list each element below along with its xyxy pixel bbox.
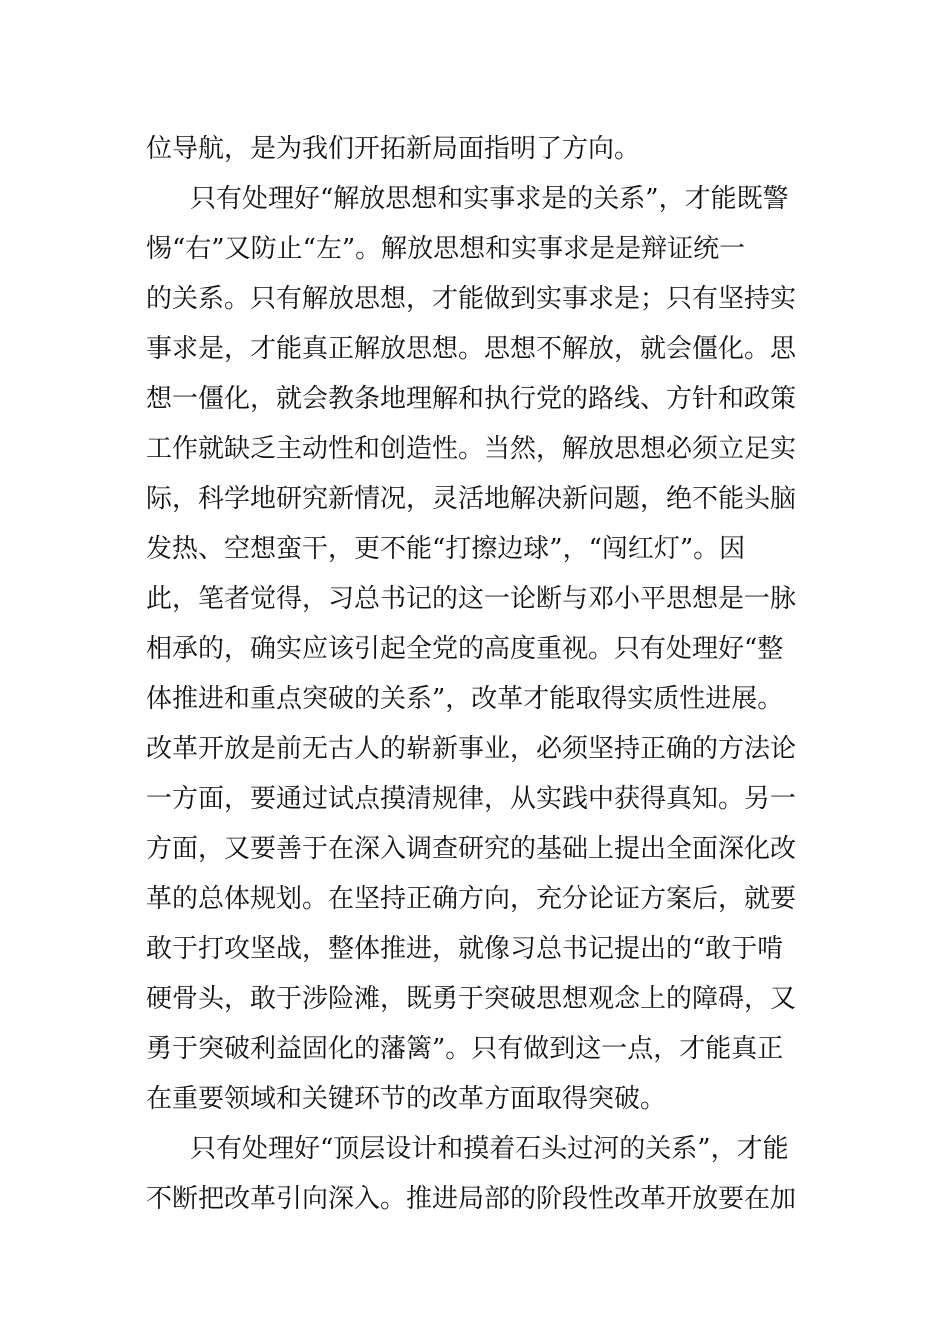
- text-line: 在重要领域和关键环节的改革方面取得突破。: [146, 1084, 667, 1114]
- text-line: 勇于突破利益固化的藩篱”。只有做到这一点，才能真正: [146, 1034, 784, 1064]
- text-line: 惕“右”又防止“左”。解放思想和实事求是是辩证统一: [146, 234, 746, 264]
- text-line: 不断把改革引向深入。推进局部的阶段性改革开放要在加: [146, 1184, 797, 1214]
- text-line: 事求是，才能真正解放思想。思想不解放，就会僵化。思: [146, 334, 797, 364]
- text-line: 硬骨头，敢于涉险滩，既勇于突破思想观念上的障碍，又: [146, 984, 797, 1014]
- text-line: 只有处理好“解放思想和实事求是的关系”，才能既警: [190, 184, 789, 214]
- text-line: 际，科学地研究新情况，灵活地解决新问题，绝不能头脑: [146, 484, 797, 514]
- text-line: 革的总体规划。在坚持正确方向，充分论证方案后，就要: [146, 884, 797, 914]
- text-line: 方面，又要善于在深入调查研究的基础上提出全面深化改: [146, 834, 797, 864]
- text-line: 改革开放是前无古人的崭新事业，必须坚持正确的方法论: [146, 734, 797, 764]
- text-line: 发热、空想蛮干，更不能“打擦边球”，“闯红灯”。因: [146, 534, 746, 564]
- text-line: 只有处理好“顶层设计和摸着石头过河的关系”，才能: [190, 1134, 789, 1164]
- text-line: 体推进和重点突破的关系”，改革才能取得实质性进展。: [146, 684, 784, 714]
- text-line: 想一僵化，就会教条地理解和执行党的路线、方针和政策: [146, 384, 797, 414]
- text-line: 敢于打攻坚战，整体推进，就像习总书记提出的“敢于啃: [146, 934, 784, 964]
- text-line: 相承的，确实应该引起全党的高度重视。只有处理好“整: [146, 634, 784, 664]
- document-body: [146, 124, 816, 1224]
- text-line: 一方面，要通过试点摸清规律，从实践中获得真知。另一: [146, 784, 797, 814]
- text-line: 此，笔者觉得，习总书记的这一论断与邓小平思想是一脉: [146, 584, 797, 614]
- text-line: 位导航，是为我们开拓新局面指明了方向。: [146, 134, 641, 164]
- text-line: 的关系。只有解放思想，才能做到实事求是；只有坚持实: [146, 284, 797, 314]
- text-line: 工作就缺乏主动性和创造性。当然，解放思想必须立足实: [146, 434, 797, 464]
